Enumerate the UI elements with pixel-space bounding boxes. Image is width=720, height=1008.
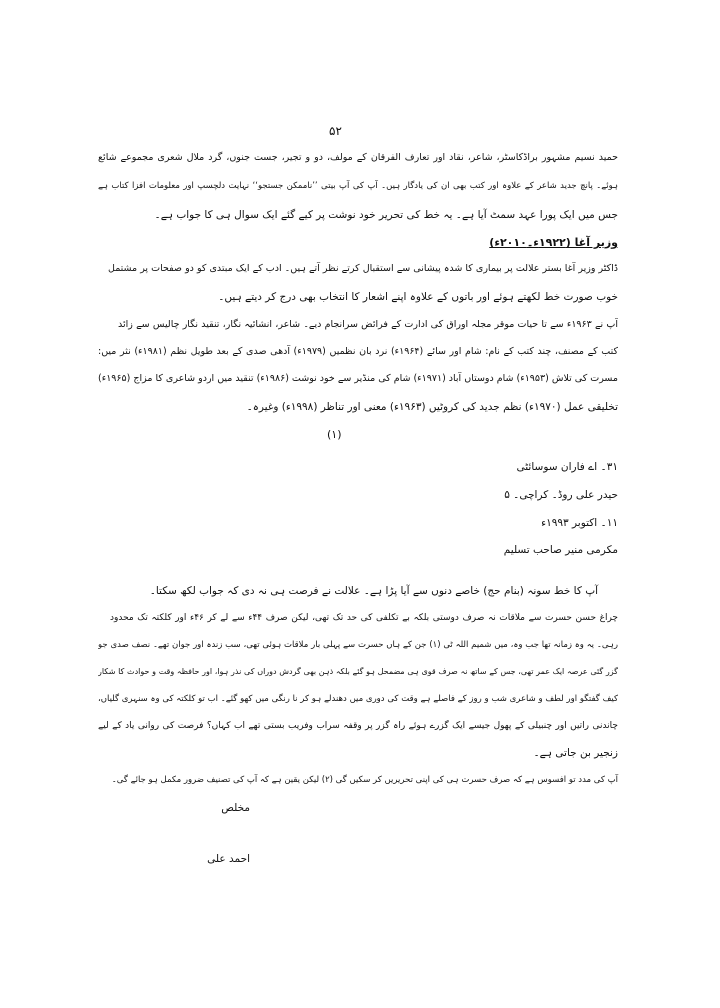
closing: مخلص [221,802,250,814]
letter-line: آپ کا خط سونہ (بنام حج) خاصے دنوں سے آیا پڑا ہے۔ علالت نے فرصت ہی نہ دی کہ جواب لکھ سکتا۔ [149,585,598,597]
intro-line: ڈاکٹر وزیر آغا بستر علالت پر بیماری کا شدہ پیشانی سے استقبال کرتے نظر آتے ہیں۔ ادب کے ایک مبتدی کو دو صفحات پر مشتمل [108,263,618,274]
signature: احمد علی [207,853,250,865]
bio-line: حمید نسیم مشہور براڈکاسٹر، شاعر، نقاد اور تعارف الفرقان کے مولف، دو و تجیر، جست جنوں، گرد ملال شعری مجموعے شائع [98,152,618,163]
intro-line: آپ نے ۱۹۶۳ء سے تا حیات موقر مجلہ اوراق کی ادارت کے فرائض سرانجام دیے۔ شاعر، انشائیہ نگار، تنقید نگار چالیس سے زائد [118,319,618,330]
address-line: حیدر علی روڈ۔ کراچی۔ ۵ [504,489,618,501]
letter-line: چاندنی راتیں اور چنبیلی کے پھول جیسے ایک گزرے ہوئے راہ گزر پر وقفہ سراب وفریب بستی تھے اب کہاں؟ فرصت کی روانی یاد کے لیے [98,721,618,731]
letter-line: کیف گفتگو اور لطف و شاعری شب و روز کے فاصلے ہے وقت کی دوری میں دھندلے ہو کر نا رنگی میں کھو گئے۔ اب تو کلکتہ کی وہ سنہری گلیاں، [98,694,618,704]
letter-line: آپ کی مدد تو افسوس ہے کہ صرف حسرت ہی کی اپنی تحریریں کر سکیں گی (۲) لیکن یقین ہے کہ آپ کی تصنیف ضرور مکمل ہو جائے گی۔ [111,775,618,785]
page-number: ۵۲ [329,124,342,138]
intro-line: خوب صورت خط لکھتے ہوئے اور باتوں کے علاوہ اپنے اشعار کا انتخاب بھی درج کر دیتے ہیں۔ [218,291,618,303]
letter-line: گزر گئی عرصہ ایک عمر تھی، جس کے ساتھ نہ صرف قوی ہی مضمحل ہو گئے بلکہ ذہن بھی گردش دوراں کی نذر ہوا، اور حافظہ وقت و حوادث کا شکار [98,667,618,676]
letter-line: چراغ حسن حسرت سے ملاقات نہ صرف دوستی بلکہ بے تکلفی کی حد تک تھی، لیکن صرف ۴۴ء سے لے کر ۴۶ء اور کلکتہ تک محدود [110,613,618,623]
letter-line: زنجیر بن جاتی ہے۔ [533,747,618,759]
salutation: مکرمی منیر صاحب تسلیم [503,544,618,556]
bio-line: ہوئے۔ پانچ جدید شاعر کے علاوہ اور کتب بھی ان کی یادگار ہیں۔ آپ کی آپ بیتی ’’ناممکن جستجو‘‘ نہایت دلچسپ اور معلومات افزا کتاب ہے [98,181,618,191]
letter-line: رہی۔ یہ وہ زمانہ تھا جب وہ، میں شمیم اللہ ٹی (۱) جن کے ہاں حسرت سے پہلی بار ملاقات ہوئی تھی، سب زندہ اور جوان تھے۔ نصف صدی جو [98,640,618,650]
intro-line: مسرت کی تلاش (۱۹۵۳ء) شام دوستاں آباد (۱۹۷۱ء) شام کی منڈیر سے خود نوشت (۱۹۸۶ء) تنقید میں اردو شاعری کا مزاج (۱۹۶۵ء) [98,373,618,384]
intro-line: کتب کے مصنف، چند کتب کے نام: شام اور سائے (۱۹۶۴ء) نرد بان نظمیں (۱۹۷۹ء) آدھی صدی کے بعد طویل نظم (۱۹۸۱ء) نثر میں: [98,346,618,357]
address-line: ۳۱۔ اے فاران سوسائٹی [516,461,618,473]
footnote-marker: (۱) [327,428,342,441]
intro-line: تخلیقی عمل (۱۹۷۰ء) نظم جدید کی کروٹیں (۱۹۶۳ء) معنی اور تناظر (۱۹۹۸ء) وغیرہ۔ [246,401,618,413]
bio-line: جس میں ایک پورا عہد سمٹ آیا ہے۔ یہ خط کی تحریر خود نوشت پر کیے گئے ایک سوال ہی کا جواب ہے۔ [154,209,618,221]
letter-date: ۱۱۔ اکتوبر ۱۹۹۳ء [541,517,618,529]
section-heading: وزیر آغا (۱۹۲۲ء۔۲۰۱۰ء) [489,236,618,249]
